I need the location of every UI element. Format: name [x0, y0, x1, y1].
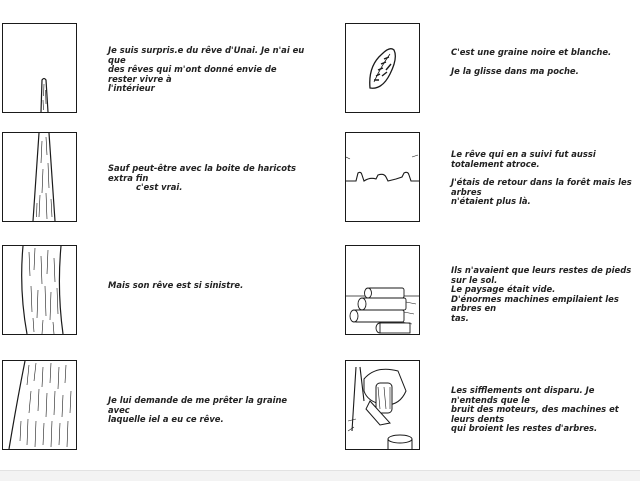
panel-6	[345, 132, 420, 222]
seed-icon	[346, 24, 419, 112]
caption-line: n'étaient plus là.	[451, 196, 531, 207]
caption-line: Je suis surpris.e du rêve d'Unai. Je n'ai eu que	[108, 45, 305, 65]
caption-4	[108, 396, 308, 425]
panel-3	[2, 245, 77, 335]
trunk-medium-icon	[3, 133, 76, 221]
caption-line: Je lui demande de me prêter la graine avec	[108, 395, 288, 415]
caption-line: Je la glisse dans ma poche.	[451, 65, 579, 76]
caption-line: D'énormes machines empilaient les arbres en	[451, 293, 619, 314]
caption-7	[451, 266, 636, 324]
stumps-horizon-icon	[346, 133, 419, 221]
trunk-thin-icon	[3, 24, 76, 112]
panel-2	[2, 132, 77, 222]
caption-line: tas.	[451, 312, 469, 323]
caption-8	[451, 386, 636, 434]
caption-1	[108, 46, 308, 94]
bark-closeup-icon	[3, 361, 76, 449]
caption-line: c'est vrai.	[136, 182, 183, 193]
log-pile-icon	[346, 246, 419, 334]
panel-5	[345, 23, 420, 113]
harvester-machine-icon	[346, 361, 419, 449]
caption-line: laquelle iel a eu ce rêve.	[108, 414, 224, 425]
caption-line: C'est une graine noire et blanche.	[451, 47, 612, 57]
caption-line: Ils n'avaient que leurs restes de pieds sur le sol.	[451, 265, 632, 285]
trunk-wide-icon	[3, 246, 76, 334]
caption-line: J'étais de retour dans la forêt mais les arbres	[451, 177, 632, 197]
panel-1	[2, 23, 77, 113]
caption-line: Le paysage était vide.	[451, 284, 556, 295]
caption-2	[108, 164, 308, 193]
caption-line: l'intérieur	[108, 83, 155, 94]
caption-line: Mais son rêve est si sinistre.	[108, 280, 244, 290]
caption-line: qui broient les restes d'arbres.	[451, 423, 598, 434]
caption-line: Sauf peut-être avec la boite de haricots extra fin	[108, 163, 296, 183]
caption-line: Les sifflements ont disparu. Je n'entends que le	[451, 385, 595, 405]
caption-3	[108, 281, 308, 291]
panel-4	[2, 360, 77, 450]
caption-line: Le rêve qui en a suivi fut aussi totalement atroce.	[451, 149, 596, 169]
panel-8	[345, 360, 420, 450]
caption-line: bruit des moteurs, des machines et leurs dents	[451, 404, 619, 424]
page-bottom-edge	[0, 470, 640, 481]
panel-7	[345, 245, 420, 335]
caption-5	[451, 48, 636, 76]
caption-6	[451, 150, 636, 207]
caption-line: des rêves qui m'ont donné envie de rester vivre à	[108, 64, 277, 84]
